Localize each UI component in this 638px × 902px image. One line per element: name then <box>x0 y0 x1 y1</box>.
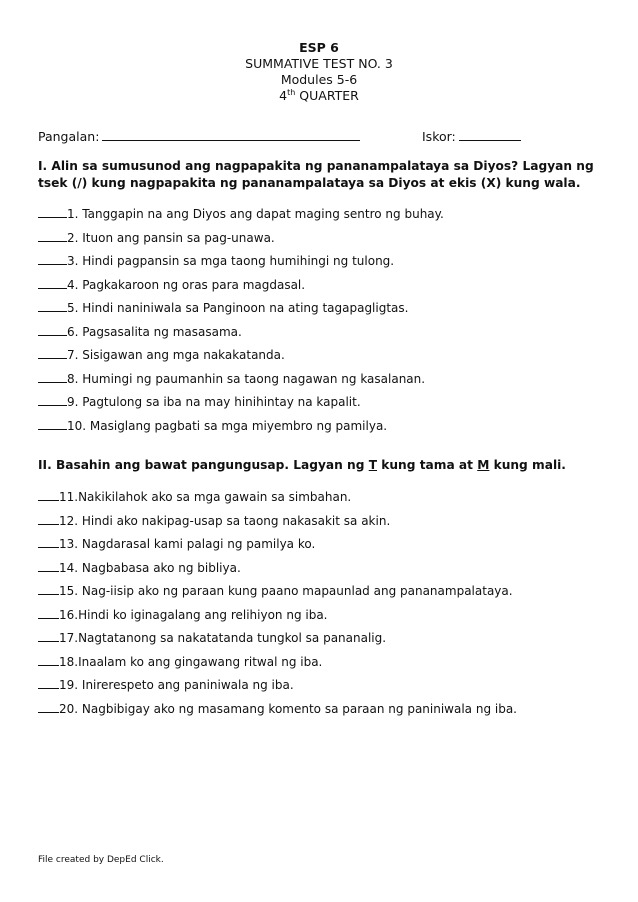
answer-blank[interactable] <box>38 513 59 525</box>
item-text: 15. Nag-iisip ako ng paraan kung paano mapaunlad ang pananampalataya. <box>59 584 513 598</box>
item-text: 8. Humingi ng paumanhin sa taong nagawan ng kasalanan. <box>67 372 426 386</box>
item-text: 10. Masiglang pagbati sa mga miyembro ng pamilya. <box>67 419 388 433</box>
part1-item <box>38 347 285 362</box>
answer-blank[interactable] <box>38 607 59 619</box>
part2-item <box>38 583 513 598</box>
name-score-row <box>38 128 598 144</box>
part1-item <box>38 277 305 292</box>
part2-item <box>38 701 517 716</box>
item-text: 13. Nagdarasal kami palagi ng pamilya ko. <box>59 537 316 551</box>
item-text: 17.Nagtatanong sa nakatatanda tungkol sa pananalig. <box>59 631 387 645</box>
item-text: 2. Ituon ang pansin sa pag-unawa. <box>67 231 275 245</box>
answer-blank[interactable] <box>38 324 67 336</box>
answer-blank[interactable] <box>38 677 59 689</box>
answer-blank[interactable] <box>38 489 59 501</box>
answer-blank[interactable] <box>38 371 67 383</box>
item-text: 19. Inirerespeto ang paniniwala ng iba. <box>59 678 294 692</box>
answer-blank[interactable] <box>38 230 67 242</box>
true-letter: T <box>368 458 378 472</box>
answer-blank[interactable] <box>38 654 59 666</box>
test-title: SUMMATIVE TEST NO. 3 <box>245 56 393 71</box>
footer-credit: File created by DepEd Click. <box>38 855 164 865</box>
answer-blank[interactable] <box>38 536 59 548</box>
name-field[interactable] <box>102 128 360 141</box>
answer-blank[interactable] <box>38 701 59 713</box>
part1-item <box>38 300 408 315</box>
quarter-word: QUARTER <box>299 88 359 103</box>
part1-item <box>38 394 361 409</box>
item-text: 18.Inaalam ko ang gingawang ritwal ng iba. <box>59 655 323 669</box>
part2-item <box>38 630 386 645</box>
item-text: 7. Sisigawan ang mga nakakatanda. <box>67 348 285 362</box>
part1-instructions: I. Alin sa sumusunod ang nagpapakita ng pananampalataya sa Diyos? Lagyan ng tsek (/) kung nagpapakita ng pananampalataya sa Diyos at ekis (X) kung wala. <box>38 159 594 190</box>
part2-item <box>38 607 328 622</box>
modules-line: Modules 5-6 <box>280 72 358 87</box>
quarter-number: 4 <box>279 88 288 103</box>
part2-item <box>38 654 322 669</box>
score-group <box>422 128 521 144</box>
answer-blank[interactable] <box>38 300 67 312</box>
item-text: 16.Hindi ko iginagalang ang relihiyon ng iba. <box>59 608 328 622</box>
part1-item <box>38 418 387 433</box>
item-text: 11.Nakikilahok ako sa mga gawain sa simbahan. <box>59 490 352 504</box>
answer-blank[interactable] <box>38 206 67 218</box>
part1-item <box>38 253 394 268</box>
answer-blank[interactable] <box>38 277 67 289</box>
part2-item <box>38 677 294 692</box>
quarter-line <box>0 88 638 104</box>
answer-blank[interactable] <box>38 560 59 572</box>
item-text: 14. Nagbabasa ako ng bibliya. <box>59 561 241 575</box>
answer-blank[interactable] <box>38 394 67 406</box>
instr-text: kung tama at <box>377 458 478 472</box>
item-text: 6. Pagsasalita ng masasama. <box>67 325 242 339</box>
answer-blank[interactable] <box>38 253 67 265</box>
document-header <box>0 40 638 104</box>
answer-blank[interactable] <box>38 418 67 430</box>
score-field[interactable] <box>459 128 521 141</box>
answer-blank[interactable] <box>38 347 67 359</box>
item-text: 12. Hindi ako nakipag-usap sa taong nakasakit sa akin. <box>59 514 391 528</box>
quarter-suffix: th <box>287 88 296 97</box>
part1-item <box>38 371 425 386</box>
answer-blank[interactable] <box>38 583 59 595</box>
part2-item <box>38 560 241 575</box>
item-text: 9. Pagtulong sa iba na may hinihintay na kapalit. <box>67 395 361 409</box>
instr-text: kung mali. <box>489 458 566 472</box>
answer-blank[interactable] <box>38 630 59 642</box>
instr-text: II. Basahin ang bawat pangungusap. Lagyan ng <box>38 458 369 472</box>
score-label: Iskor: <box>422 129 456 144</box>
part1-item <box>38 324 242 339</box>
name-label: Pangalan: <box>38 129 100 144</box>
item-text: 5. Hindi naniniwala sa Panginoon na ating tagapagligtas. <box>67 301 409 315</box>
item-text: 20. Nagbibigay ako ng masamang komento sa paraan ng paniniwala ng iba. <box>59 702 517 716</box>
item-text: 1. Tanggapin na ang Diyos ang dapat maging sentro ng buhay. <box>67 207 444 221</box>
part1-item <box>38 206 444 221</box>
part2-item <box>38 513 390 528</box>
part2-item <box>38 489 351 504</box>
part2-instructions <box>38 457 598 474</box>
false-letter: M <box>477 458 490 472</box>
item-text: 3. Hindi pagpansin sa mga taong humihingi ng tulong. <box>67 254 395 268</box>
part1-item <box>38 230 275 245</box>
item-text: 4. Pagkakaroon ng oras para magdasal. <box>67 278 306 292</box>
part2-item <box>38 536 315 551</box>
subject-title: ESP 6 <box>299 40 339 55</box>
